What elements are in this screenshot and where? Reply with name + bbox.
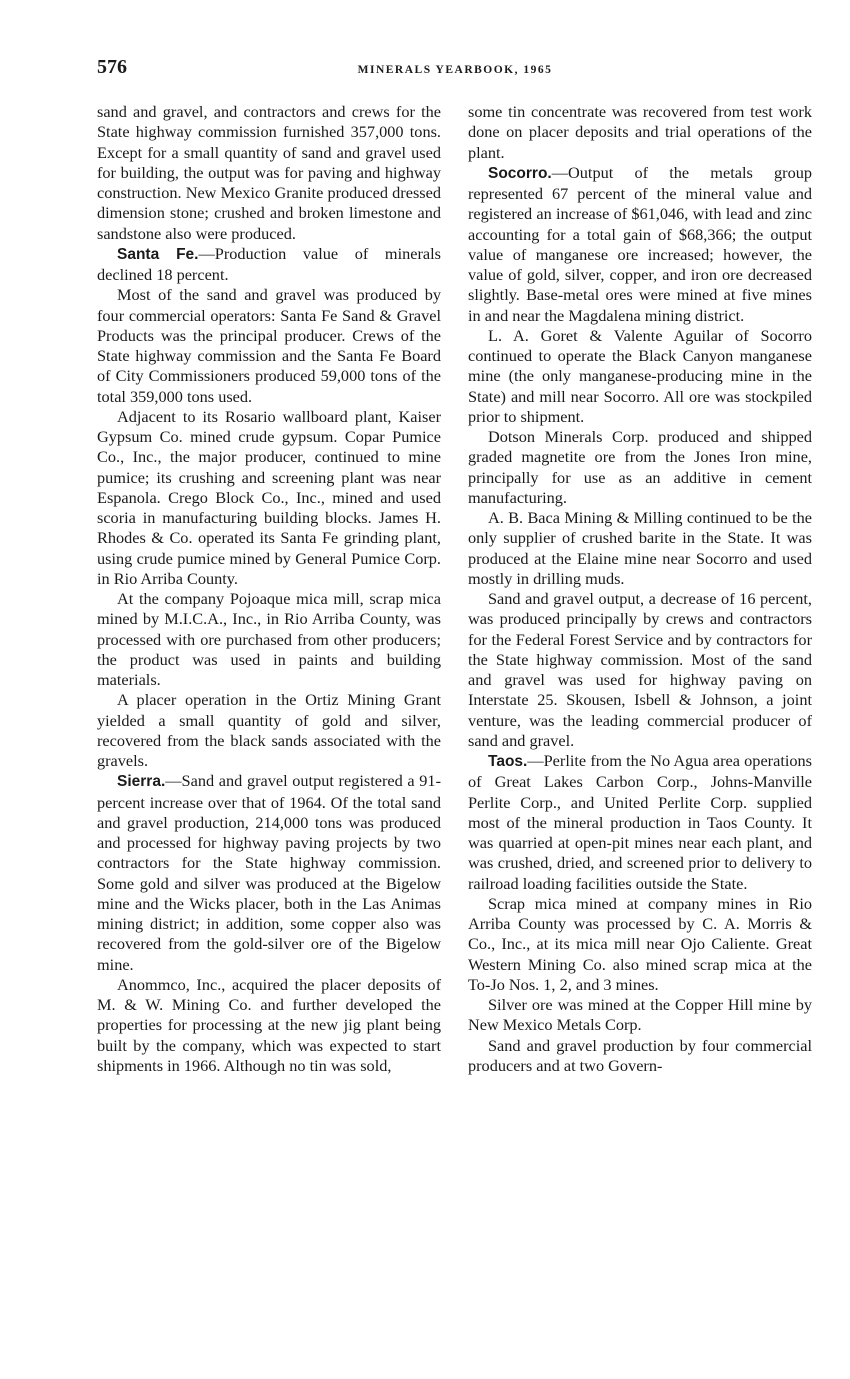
paragraph: L. A. Goret & Valente Aguilar of Socorro continued to operate the Black Canyon manganese mine (the only manganese-producing mine in the State) and mill near Socorro. All ore was stockpiled prior to shipment. <box>468 325 812 426</box>
paragraph-text: —Production value of minerals declined 18 percent. <box>97 243 441 284</box>
section-heading-taos: Taos. <box>488 753 528 770</box>
paragraph: Dotson Minerals Corp. produced and shipped graded magnetite ore from the Jones Iron mine, principally for use as an additive in cement manufacturing. <box>468 427 812 507</box>
paragraph-taos <box>468 751 812 894</box>
paragraph: Silver ore was mined at the Copper Hill mine by New Mexico Metals Corp. <box>468 995 812 1035</box>
paragraph: Most of the sand and gravel was produced by four commercial operators: Santa Fe Sand & Gravel Products was the principal producer. Crews of the State highway commission and the Santa Fe Board of City Commissioners produced 59,000 tons of the total 359,000 tons used. <box>97 285 441 406</box>
paragraph-text: —Output of the metals group represented 67 percent of the mineral value and registered an increase of $61,046, with lead and zinc accounting for a total gain of $68,366; the output value of manganese ore increased; however, the value of gold, silver, copper, and iron ore decreased slightly. Base-metal ores were mined at five mines in and near the Magdalena mining district. <box>468 162 812 325</box>
paragraph-socorro <box>468 163 812 326</box>
page-number: 576 <box>97 56 127 78</box>
right-column <box>468 102 812 1076</box>
section-heading-socorro: Socorro. <box>488 164 552 182</box>
section-heading-santa-fe: Santa Fe. <box>117 245 199 263</box>
paragraph: Anommco, Inc., acquired the placer deposits of M. & W. Mining Co. and further developed the properties for processing at the new jig plant being built by the company, which was expected to start shipments in 1966. Although no tin was sold, <box>97 974 441 1075</box>
paragraph: Sand and gravel output, a decrease of 16 percent, was produced principally by crews and contractors for the Federal Forest Service and by contractors for the State highway commission. Most of the sand and gravel was used for highway paving on Interstate 25. Skousen, Isbell & Johnson, a joint venture, was the leading commercial producer of sand and gravel. <box>468 589 812 750</box>
page-header <box>97 56 813 84</box>
paragraph: Scrap mica mined at company mines in Rio Arriba County was processed by C. A. Morris & Co., Inc., at its mica mill near Ojo Caliente. Great Western Mining Co. also mined scrap mica at the To-Jo Nos. 1, 2, and 3 mines. <box>468 893 812 994</box>
paragraph: Sand and gravel production by four commercial producers and at two Govern- <box>468 1035 812 1075</box>
paragraph-sierra <box>97 771 441 975</box>
section-heading-sierra: Sierra. <box>117 773 166 791</box>
left-column <box>97 102 441 1076</box>
paragraph: Adjacent to its Rosario wallboard plant, Kaiser Gypsum Co. mined crude gypsum. Copar Pumice Co., Inc., the major producer, continued to mine pumice; its crushing and screening plant was near Espanola. Crego Block Co., Inc., mined and used scoria in manufacturing building blocks. James H. Rhodes & Co. operated its Santa Fe grinding plant, using crude pumice mined by General Pumice Corp. in Rio Arriba County. <box>97 406 441 588</box>
paragraph: At the company Pojoaque mica mill, scrap mica mined by M.I.C.A., Inc., in Rio Arriba County, was processed with ore purchased from other producers; the product was used in paints and building materials. <box>97 589 441 689</box>
paragraph: sand and gravel, and contractors and crews for the State highway commission furnished 357,000 tons. Except for a small quantity of sand and gravel used for building, the output was for paving and highway construction. New Mexico Granite produced dressed dimension stone; crushed and broken limestone and sandstone also were produced. <box>97 102 441 243</box>
running-head: MINERALS YEARBOOK, 1965 <box>357 64 553 76</box>
paragraph-text: —Perlite from the No Agua area operations of Great Lakes Carbon Corp., Johns-Manville Perlite Corp., and United Perlite Corp. supplied most of the mineral production in Taos County. It was quarried at open-pit mines near each plant, and was crushed, dried, and screened prior to delivery to railroad loading facilities outside the State. <box>468 751 812 893</box>
paragraph-text: —Sand and gravel output registered a 91-percent increase over that of 1964. Of the total sand and gravel production, 214,000 tons was produced and processed for highway paving projects by two contractors for the State highway commission. Some gold and silver was produced at the Bigelow mine and the Wicks placer, both in the Las Animas mining district; in addition, some copper also was recovered from the gold-silver ore of the Bigelow mine. <box>97 771 441 974</box>
paragraph: A. B. Baca Mining & Milling continued to be the only supplier of crushed barite in the State. It was produced at the Elaine mine near Socorro and used mostly in drilling muds. <box>468 508 812 588</box>
paragraph-santa-fe <box>97 244 441 286</box>
paragraph: some tin concentrate was recovered from test work done on placer deposits and trial operations of the plant. <box>468 102 812 162</box>
paragraph: A placer operation in the Ortiz Mining Grant yielded a small quantity of gold and silver, recovered from the black sands associated with the gravels. <box>97 690 441 770</box>
